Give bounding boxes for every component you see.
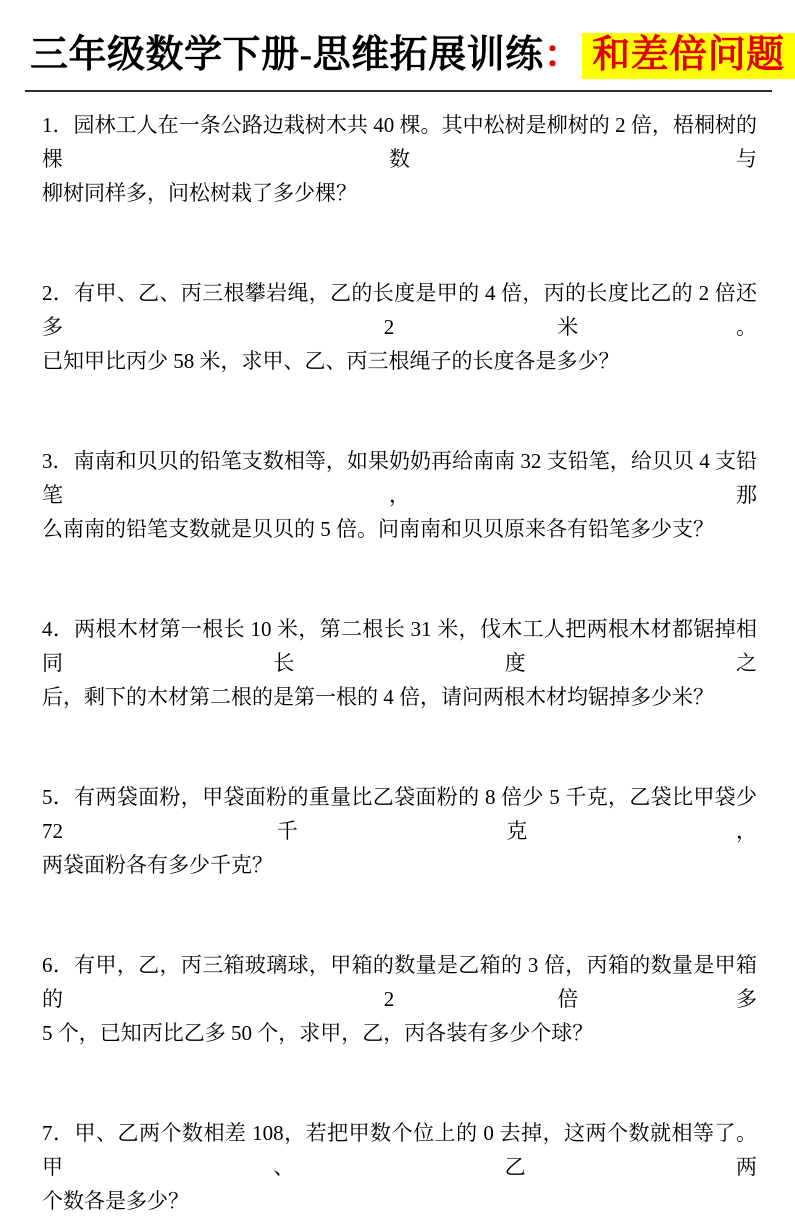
problem-line: 么南南的铅笔支数就是贝贝的 5 倍。问南南和贝贝原来各有铅笔多少支？ — [42, 517, 714, 542]
problem-line: 7．甲、乙两个数相差 108，若把甲数个位上的 0 去掉，这两个数就相等了。甲、乙两 — [42, 1121, 757, 1180]
problem-item-1 — [42, 108, 757, 210]
page-title — [30, 33, 795, 79]
problem-line: 3．南南和贝贝的铅笔支数相等，如果奶奶再给南南 32 支铅笔，给贝贝 4 支铅笔，那 — [42, 449, 757, 508]
problem-line: 5．有两袋面粉，甲袋面粉的重量比乙袋面粉的 8 倍少 5 千克，乙袋比甲袋少 72 千克， — [42, 785, 757, 844]
problem-line: 两袋面粉各有多少千克？ — [42, 853, 273, 878]
problem-line: 个数各是多少？ — [42, 1189, 189, 1214]
problem-item-5 — [42, 780, 757, 882]
page-title-main: 三年级数学下册-思维拓展训练 — [30, 34, 544, 76]
problem-list — [42, 108, 757, 1218]
problem-line: 已知甲比丙少 58 米，求甲、乙、丙三根绳子的长度各是多少？ — [42, 349, 620, 374]
problem-line: 6．有甲，乙，丙三箱玻璃球，甲箱的数量是乙箱的 3 倍，丙箱的数量是甲箱的 2 倍多 — [42, 953, 757, 1012]
problem-item-4 — [42, 612, 757, 714]
problem-item-7 — [42, 1116, 757, 1218]
page-title-highlight: 和差倍问题 — [582, 33, 795, 79]
problem-item-2 — [42, 276, 757, 378]
problem-line: 5 个，已知丙比乙多 50 个，求甲，乙，丙各装有多少个球？ — [42, 1021, 594, 1046]
problem-line: 4．两根木材第一根长 10 米，第二根长 31 米，伐木工人把两根木材都锯掉相同长度之 — [42, 617, 757, 676]
problem-line: 后，剩下的木材第二根的是第一根的 4 倍，请问两根木材均锯掉多少米？ — [42, 685, 714, 710]
page-title-colon: ： — [543, 34, 583, 76]
problem-item-3 — [42, 444, 757, 546]
problem-item-6 — [42, 948, 757, 1050]
title-divider — [25, 90, 772, 92]
problem-line: 2．有甲、乙、丙三根攀岩绳，乙的长度是甲的 4 倍，丙的长度比乙的 2 倍还多 2 米。 — [42, 281, 757, 340]
problem-line: 1．园林工人在一条公路边栽树木共 40 棵。其中松树是柳树的 2 倍，梧桐树的棵数与 — [42, 113, 757, 172]
page-header — [0, 0, 793, 78]
problem-line: 柳树同样多，问松树栽了多少棵？ — [42, 181, 357, 206]
